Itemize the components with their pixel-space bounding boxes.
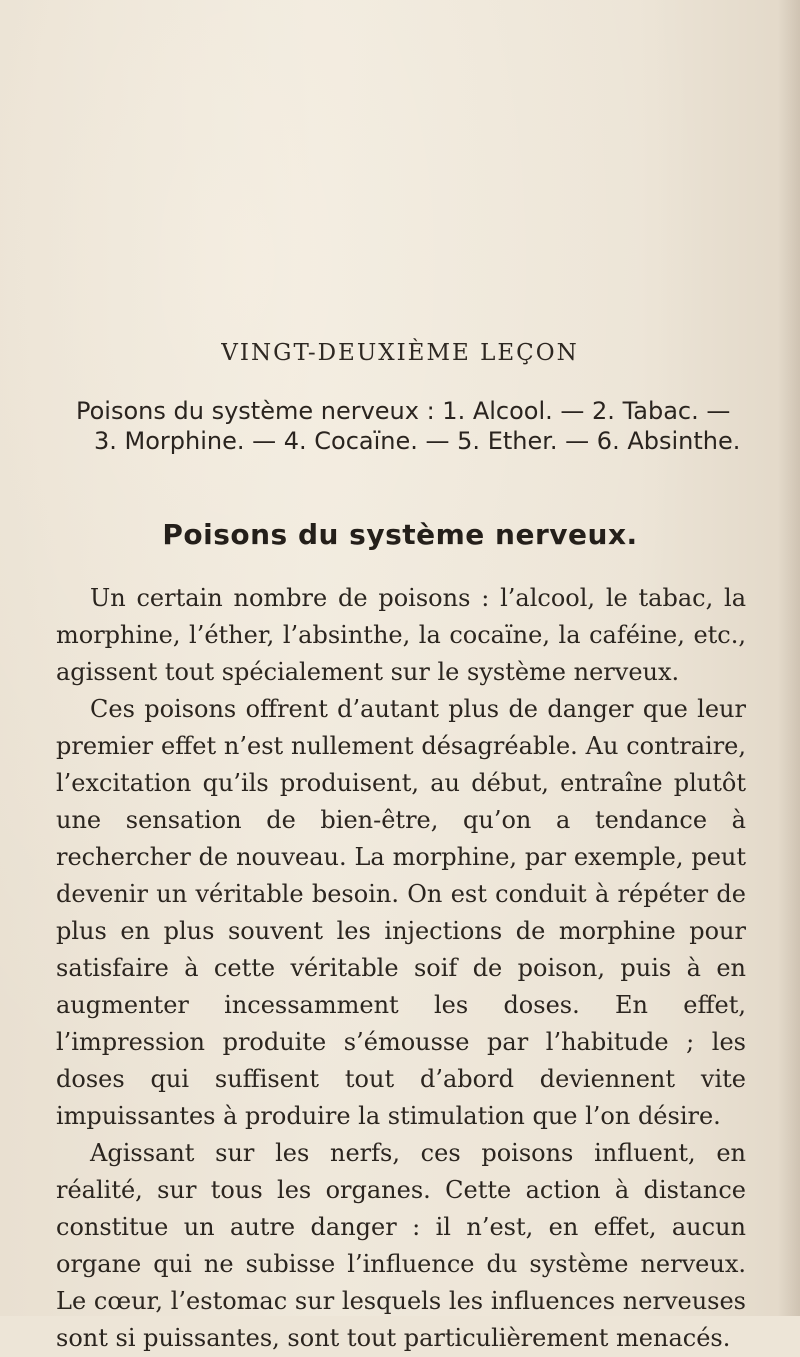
section-title: Poisons du système nerveux. [162,518,638,551]
chapter-summary [76,396,741,456]
body-text [56,580,746,1357]
paragraph-2: Ces poisons offrent d’autant plus de danger que leur premier effet n’est nullement désagréable. Au contraire, l’excitation qu’ils produisent, au début, entraîne plutôt une sensation de bien-être, qu’on a tendance à rechercher de nouveau. La morphine, par exemple, peut devenir un véritable besoin. On est conduit à répéter de plus en plus souvent les injections de morphine pour satisfaire à cette véritable soif de poison, puis à en augmenter incessamment les doses. En effet, l’impression produite s’émousse par l’habitude ; les doses qui suffisent tout d’abord deviennent vite impuissantes à produire la stimulation que l’on désire. [56,695,746,1130]
chapter-heading: VINGT-DEUXIÈME LEÇON [221,340,579,366]
paragraph-1: Un certain nombre de poisons : l’alcool, le tabac, la morphine, l’éther, l’absinthe, la cocaïne, la caféine, etc., agissent tout spécialement sur le système nerveux. [56,584,746,686]
summary-line-2: 3. Morphine. — 4. Cocaïne. — 5. Ether. — 6. Absinthe. [94,427,741,455]
paragraph-3: Agissant sur les nerfs, ces poisons influent, en réalité, sur tous les organes. Cette action à distance constitue un autre danger : il n’est, en effet, aucun organe qui ne subisse l’influence du système nerveux. Le cœur, l’estomac sur lesquels les influences nerveuses sont si puissantes, sont tout particulièrement menacés. [56,1139,746,1352]
summary-line-1: Poisons du système nerveux : 1. Alcool. — 2. Tabac. — [76,397,731,425]
page-edge-shadow [778,0,800,1316]
